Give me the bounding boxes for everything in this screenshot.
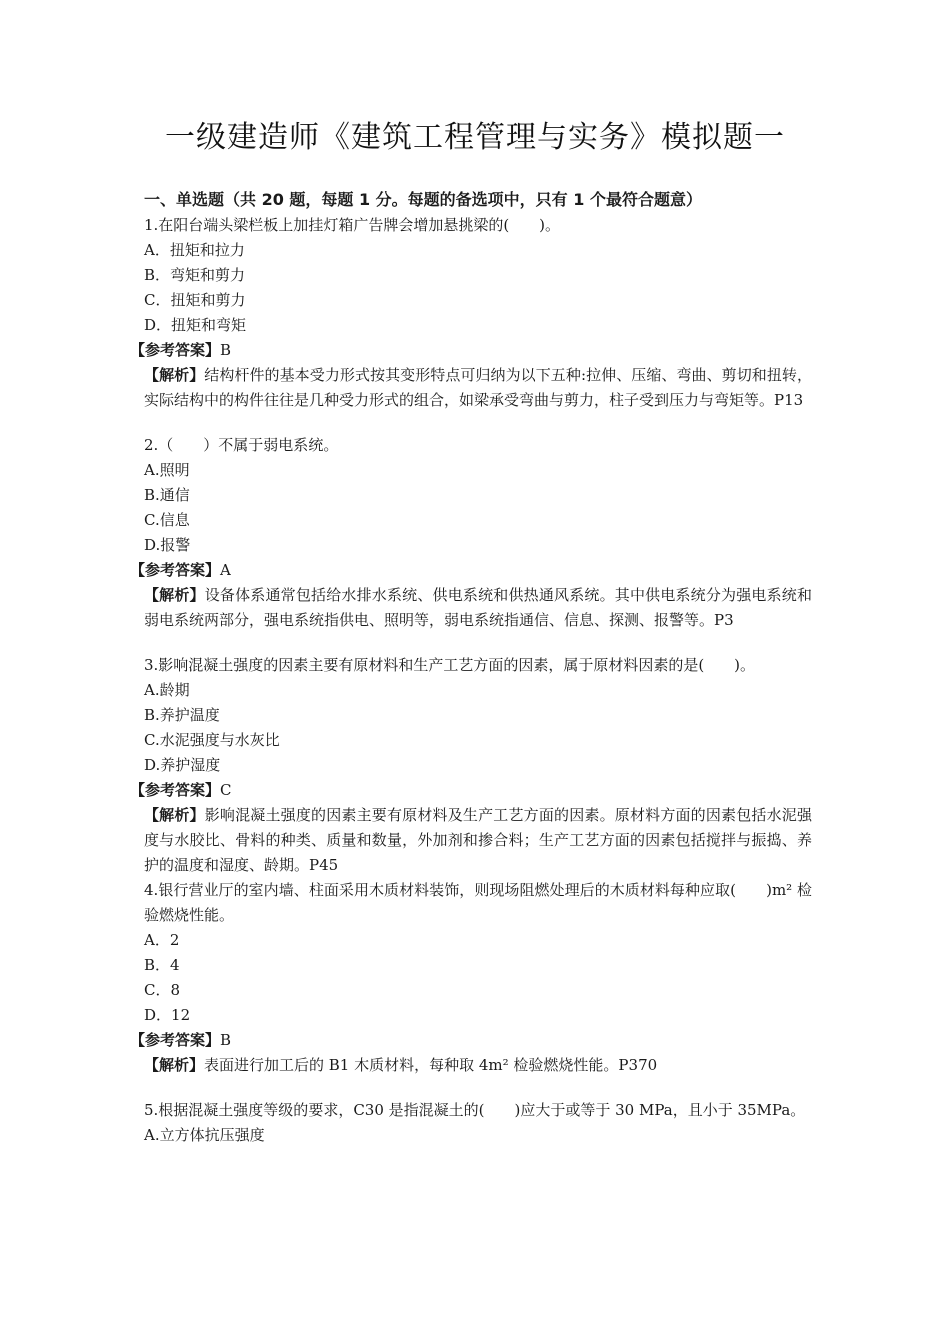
option-c: C．扭矩和剪力 [144, 291, 246, 309]
spacer [144, 413, 812, 433]
question-stem: 2.（ ）不属于弱电系统。 [144, 436, 339, 454]
answer-value: B [220, 341, 232, 359]
option-a: A．扭矩和拉力 [144, 241, 245, 259]
analysis-text: 结构杆件的基本受力形式按其变形特点可归纳为以下五种:拉伸、压缩、弯曲、剪切和扭转，实际结构中的构件往往是几种受力形式的组合，如梁承受弯曲与剪力，柱子受到压力与弯矩等。P13 [144, 366, 812, 409]
question-4 [130, 878, 812, 1078]
analysis-label: 【解析】 [144, 586, 205, 604]
document-title: 一级建造师《建筑工程管理与实务》模拟题一 [165, 120, 785, 155]
answer-label: 【参考答案】 [130, 1031, 221, 1049]
option-b: B．弯矩和剪力 [144, 266, 246, 284]
option-c: C.水泥强度与水灰比 [144, 731, 280, 749]
analysis-text: 影响混凝土强度的因素主要有原材料及生产工艺方面的因素。原材料方面的因素包括水泥强度与水胶比、骨料的种类、质量和数量，外加剂和掺合料；生产工艺方面的因素包括搅拌与振捣、养护的温度和湿度、龄期。P45 [144, 806, 812, 874]
answer-value: C [220, 781, 232, 799]
option-d: D．扭矩和弯矩 [144, 316, 247, 334]
option-c: C．8 [144, 981, 181, 999]
question-2 [130, 433, 812, 633]
question-5 [144, 1098, 812, 1148]
option-a: A.龄期 [144, 681, 190, 699]
question-stem: 3.影响混凝土强度的因素主要有原材料和生产工艺方面的因素，属于原材料因素的是( )。 [144, 656, 756, 674]
reference-answer [130, 338, 812, 363]
reference-answer [130, 778, 812, 803]
question-stem: 4.银行营业厅的室内墙、柱面采用木质材料装饰，则现场阻燃处理后的木质材料每种应取( )m² 检验燃烧性能。 [144, 881, 812, 924]
analysis [144, 1053, 812, 1078]
option-d: D．12 [144, 1006, 191, 1024]
document-body [130, 187, 812, 1148]
option-c: C.信息 [144, 511, 190, 529]
option-a: A.照明 [144, 461, 190, 479]
option-b: B．4 [144, 956, 180, 974]
spacer [144, 633, 812, 653]
option-b: B.养护温度 [144, 706, 220, 724]
analysis [144, 583, 812, 633]
option-b: B.通信 [144, 486, 190, 504]
section-heading: 一、单选题（共 20 题，每题 1 分。每题的备选项中，只有 1 个最符合题意） [144, 190, 702, 209]
question-stem: 5.根据混凝土强度等级的要求，C30 是指混凝土的( )应大于或等于 30 MPa，且小于 35MPa。 [144, 1101, 806, 1119]
option-d: D.养护湿度 [144, 756, 221, 774]
answer-label: 【参考答案】 [130, 561, 221, 579]
analysis-label: 【解析】 [144, 366, 205, 384]
analysis-label: 【解析】 [144, 806, 205, 824]
analysis [144, 363, 812, 413]
reference-answer [130, 1028, 812, 1053]
answer-label: 【参考答案】 [130, 781, 221, 799]
option-a: A．2 [144, 931, 180, 949]
answer-label: 【参考答案】 [130, 341, 221, 359]
reference-answer [130, 558, 812, 583]
analysis-text: 表面进行加工后的 B1 木质材料，每种取 4m² 检验燃烧性能。P370 [204, 1056, 658, 1074]
analysis-text: 设备体系通常包括给水排水系统、供电系统和供热通风系统。其中供电系统分为强电系统和弱电系统两部分，强电系统指供电、照明等，弱电系统指通信、信息、探测、报警等。P3 [144, 586, 812, 629]
option-d: D.报警 [144, 536, 191, 554]
answer-value: B [220, 1031, 232, 1049]
answer-value: A [220, 561, 231, 579]
analysis [144, 803, 812, 878]
analysis-label: 【解析】 [144, 1056, 205, 1074]
question-3 [130, 653, 812, 878]
spacer [144, 1078, 812, 1098]
question-1 [130, 213, 812, 413]
question-stem: 1.在阳台端头梁栏板上加挂灯箱广告牌会增加悬挑梁的( )。 [144, 216, 561, 234]
option-a: A.立方体抗压强度 [144, 1126, 265, 1144]
